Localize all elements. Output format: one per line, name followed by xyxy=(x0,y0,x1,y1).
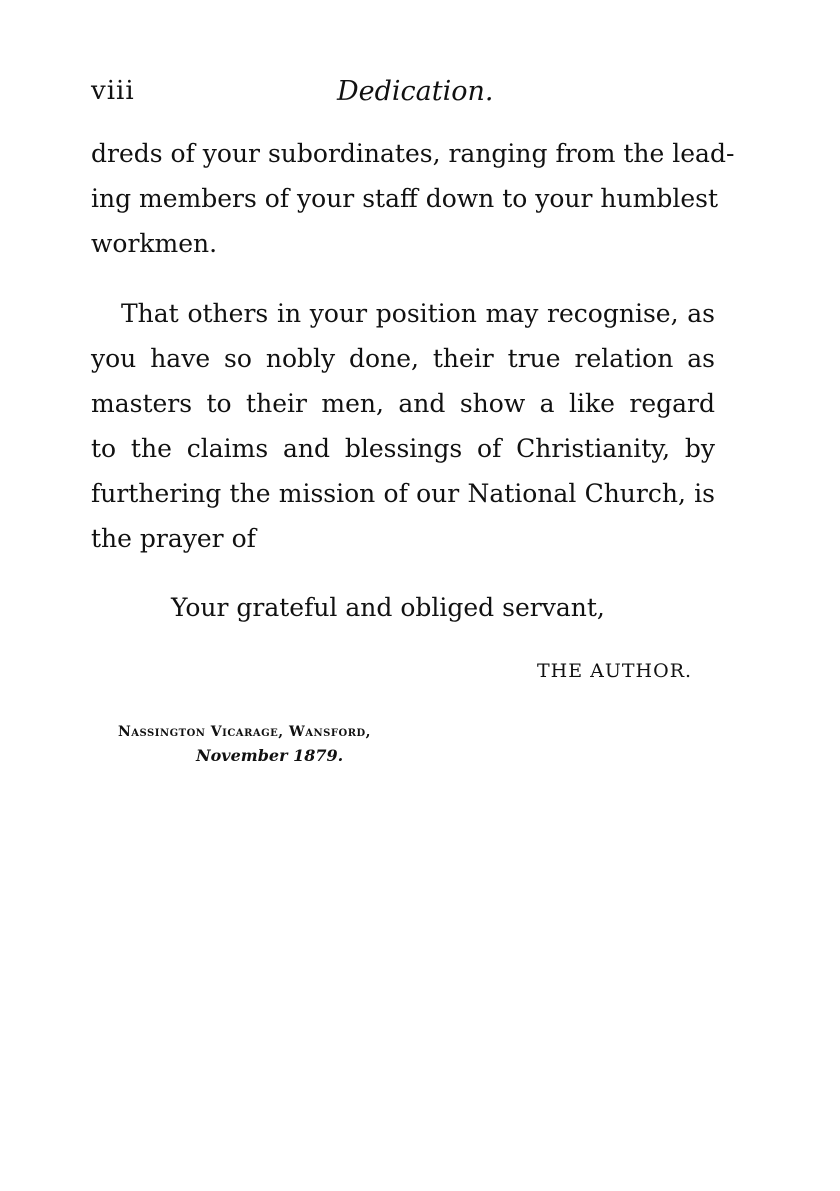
dedication-body xyxy=(91,131,735,561)
running-title: Dedication. xyxy=(337,76,494,107)
text-line: you have so nobly done, their true relation as xyxy=(91,344,715,373)
text-line: masters to their men, and show a like regard xyxy=(91,389,715,418)
closing-salutation: Your grateful and obliged servant, xyxy=(171,593,605,622)
text-line: the prayer of xyxy=(91,524,256,553)
dateline-place: Nassington Vicarage, Wansford, xyxy=(118,724,372,740)
text-line: ing members of your staff down to your humblest xyxy=(91,184,718,213)
page-number: viii xyxy=(91,76,135,106)
paragraph-2 xyxy=(91,291,715,561)
author-signature: THE AUTHOR. xyxy=(537,660,693,682)
text-line: furthering the mission of our National Church, is xyxy=(91,479,715,508)
dateline-date: November 1879. xyxy=(196,746,344,765)
text-line: workmen. xyxy=(91,229,218,258)
text-line: dreds of your subordinates, ranging from the lead- xyxy=(91,139,735,168)
paragraph-1 xyxy=(91,131,735,266)
running-head xyxy=(91,76,715,120)
text-line: That others in your position may recognise, as xyxy=(121,299,715,328)
text-line: to the claims and blessings of Christianity, by xyxy=(91,434,715,463)
